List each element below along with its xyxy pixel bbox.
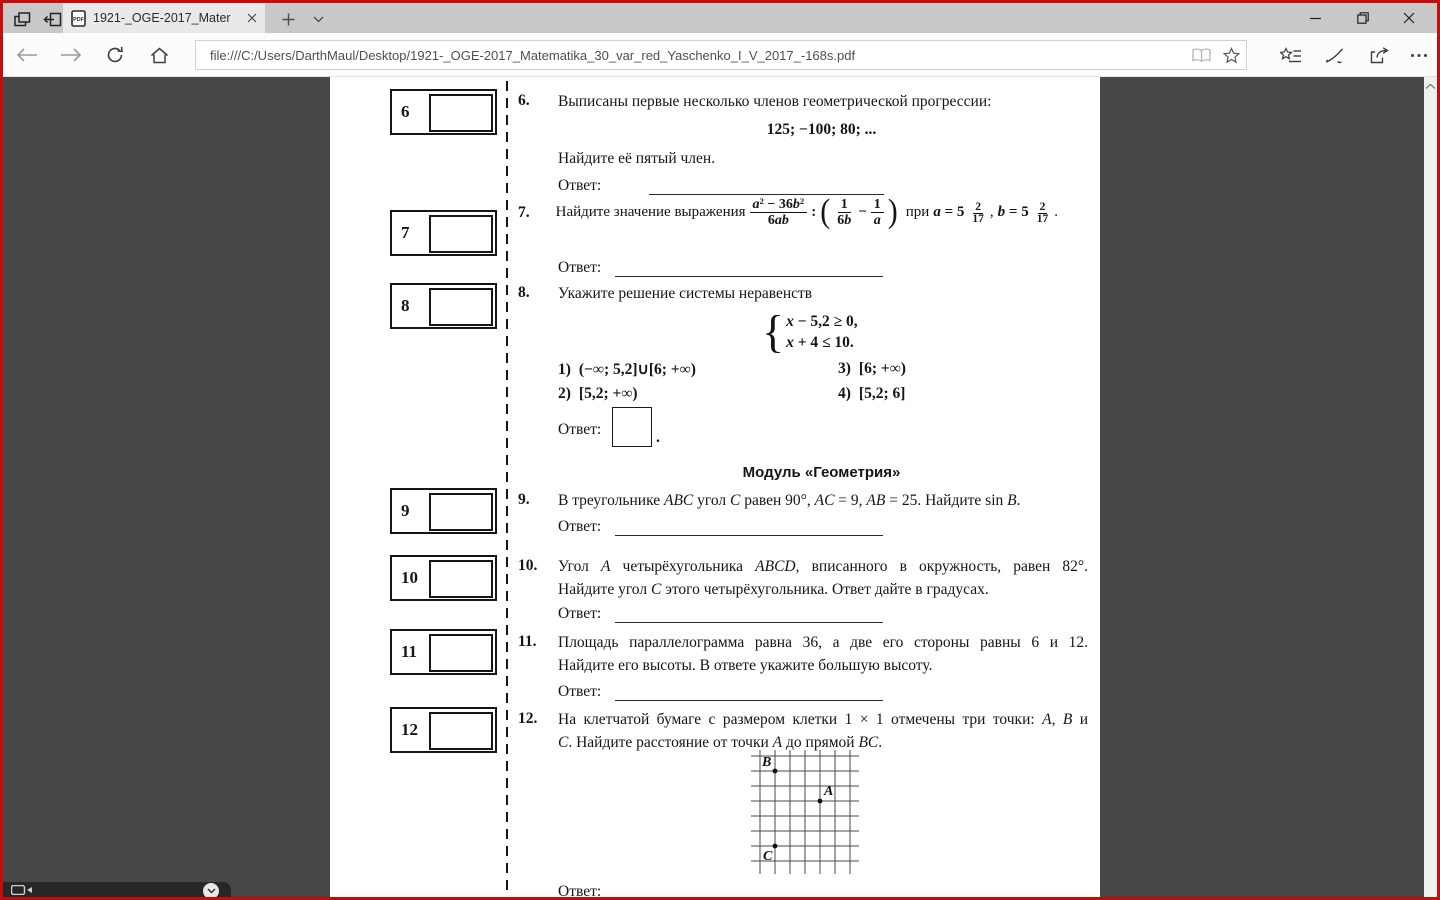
answer-period: . (656, 429, 660, 446)
answer-box-field (429, 94, 493, 132)
pdf-page (330, 77, 1100, 900)
home-button[interactable] (143, 40, 175, 70)
problem-6-number: 6. (518, 92, 530, 109)
answer-label: Ответ: (558, 883, 602, 900)
answer-blank-line (649, 178, 884, 195)
answer-label: Ответ: (558, 177, 602, 194)
plus-icon (282, 13, 295, 26)
problem-7-answer-row (558, 259, 883, 277)
answer-box-10 (390, 555, 497, 601)
point-A (818, 799, 823, 804)
answer-box-12 (390, 707, 497, 753)
chevron-down-icon (313, 16, 324, 23)
answer-square (612, 407, 652, 447)
answer-box-number: 8 (401, 296, 410, 315)
problem-6-sequence: 125; −100; 80; ... (766, 121, 877, 138)
point-C (773, 844, 778, 849)
problem-12-line1: На клетчатой бумаге с размером клетки 1 × 1 отмечены три точки: A, B и (558, 711, 1089, 728)
answer-box-number: 6 (401, 102, 410, 121)
restore-icon (1357, 12, 1369, 24)
home-icon (150, 47, 169, 64)
answer-box-number: 12 (401, 720, 418, 739)
refresh-button[interactable] (99, 40, 131, 70)
problem-10-number: 10. (518, 557, 538, 574)
problem-12-answer-row (558, 883, 883, 900)
answer-blank-line (615, 519, 883, 536)
problem-6-answer-row (558, 177, 884, 195)
problem-10-line1: Угол A четырёхугольника ABCD, вписанного в окружность, равен 82°. (558, 558, 1088, 575)
answer-blank-line (615, 884, 883, 900)
system-brace: { (762, 306, 785, 357)
paren-open: ( (820, 192, 831, 230)
tab-preview-icon (14, 12, 31, 27)
tab-close-button[interactable] (247, 13, 257, 23)
problem-11-line2: Найдите его высоты. В ответе укажите большую высоту. (558, 657, 933, 674)
answer-blank-line (615, 260, 883, 277)
problem-12-line2: C. Найдите расстояние от точки A до прямой BC. (558, 734, 883, 751)
answer-label: Ответ: (558, 683, 602, 700)
answer-box-number: 7 (401, 223, 410, 242)
fraction: $a^2 - 36b^2$ 6ab (750, 197, 808, 229)
at-word: при (905, 204, 930, 221)
pdf-viewer (3, 77, 1437, 900)
problem-7-lead: Найдите значение выражения (555, 204, 746, 221)
problem-6-line2: Найдите её пятый член. (558, 150, 716, 167)
refresh-icon (105, 45, 125, 65)
favorites-list-icon (1280, 47, 1302, 64)
label-C: C (763, 849, 773, 864)
problem-10-line2: Найдите угол C этого четырёхугольника. Ответ дайте в градусах. (558, 581, 989, 598)
problem-12-number: 12. (518, 710, 538, 727)
fraction: 1 6b (837, 197, 852, 229)
answer-box-field (429, 493, 493, 531)
answer-label: Ответ: (558, 605, 602, 622)
point-B (773, 769, 778, 774)
answer-box-number: 11 (401, 642, 418, 661)
tab-list-chevron-button[interactable] (305, 8, 331, 30)
close-window-button[interactable] (1387, 3, 1431, 33)
popup-dismiss-button[interactable] (203, 883, 219, 899)
problem-10-answer-row (558, 605, 883, 623)
forward-arrow-icon (59, 47, 83, 63)
problem-9-line: В треугольнике ABC угол C равен 90°, AC = 9, AB = 25. Найдите sin B. (558, 492, 1021, 509)
answer-box-field (429, 712, 493, 750)
problem-11-line1: Площадь параллелограмма равна 36, а две его стороны равны 6 и 12. (558, 634, 1088, 651)
share-button[interactable] (1363, 40, 1395, 70)
forward-button[interactable] (55, 40, 87, 70)
option-3: 3) [6; +∞) (838, 360, 906, 377)
mixed-fraction: 2 17 (972, 200, 984, 226)
problem-7-row (518, 192, 1058, 230)
answer-label: Ответ: (558, 518, 602, 535)
problem-12-grid-figure (750, 750, 860, 874)
b-value: b = 5 (997, 204, 1029, 221)
answer-box-7 (390, 210, 497, 256)
set-tabs-aside-icon (43, 12, 62, 27)
tab-strip (3, 3, 1437, 33)
label-A: A (824, 784, 834, 799)
answer-box-11 (390, 629, 497, 675)
module-header: Модуль «Геометрия» (742, 464, 901, 481)
reading-view-button[interactable] (1186, 41, 1216, 69)
system-line-2: x + 4 ≤ 10. (786, 333, 854, 351)
settings-menu-button[interactable] (1403, 40, 1435, 70)
address-bar[interactable] (195, 40, 1247, 70)
minus-sign: − (858, 204, 867, 221)
book-icon (1191, 48, 1212, 63)
problem-9-answer-row (558, 518, 883, 536)
pdf-file-icon (71, 10, 86, 27)
tab-title: 1921-_OGE-2017_Mater (93, 11, 231, 25)
back-button[interactable] (11, 40, 43, 70)
url-input[interactable] (196, 48, 1186, 63)
back-arrow-icon (15, 47, 39, 63)
answer-box-9 (390, 488, 497, 534)
new-tab-button[interactable] (275, 8, 301, 30)
problem-11-number: 11. (518, 633, 537, 650)
minimize-icon (1310, 13, 1321, 24)
cut-line-dashed (506, 81, 508, 893)
star-icon (1223, 47, 1240, 64)
option-4: 4) [5,2; 6] (838, 385, 906, 402)
answer-box-8 (390, 283, 497, 329)
period: . (1054, 204, 1058, 221)
minimize-button[interactable] (1293, 3, 1337, 33)
answer-box-field (429, 215, 493, 253)
annotate-button[interactable] (1318, 40, 1350, 70)
fraction: $\frac{1}{a}$ (871, 197, 884, 229)
comma: , (989, 204, 994, 221)
problem-6-line1: Выписаны первые несколько членов геометрической прогрессии: (558, 93, 992, 110)
mixed-fraction: 2 17 (1036, 200, 1049, 226)
option-1: 1) (−∞; 5,2]∪[6; +∞) (558, 361, 696, 378)
colon: : (811, 204, 817, 221)
ellipsis-icon (1410, 53, 1428, 58)
system-line-1: x − 5,2 ≥ 0, (786, 312, 858, 330)
close-icon (1403, 12, 1415, 24)
problem-8-answer-label: Ответ: (558, 421, 602, 438)
answer-box-number: 9 (401, 501, 410, 520)
add-favorite-button[interactable] (1216, 41, 1246, 69)
hub-button[interactable] (1275, 40, 1307, 70)
label-B: B (762, 755, 772, 770)
answer-label: Ответ: (558, 259, 602, 276)
problem-11-answer-row (558, 683, 883, 701)
bottom-toast (3, 882, 231, 897)
problem-8-line1: Укажите решение системы неравенств (558, 285, 813, 302)
answer-box-field (429, 634, 493, 672)
pen-icon (1324, 47, 1345, 64)
popup-icon (11, 885, 33, 895)
answer-box-number: 10 (401, 568, 418, 587)
svg-text:PDF: PDF (73, 16, 84, 23)
problem-7-number: 7. (518, 203, 530, 221)
answer-box-6 (390, 89, 497, 135)
problem-8-number: 8. (518, 284, 530, 301)
answer-blank-line (615, 684, 883, 701)
navigation-toolbar (3, 33, 1437, 77)
scrollbar[interactable] (1424, 77, 1437, 897)
answer-box-field (429, 288, 493, 326)
set-tabs-aside-button[interactable] (39, 8, 65, 30)
problem-8-system (762, 306, 858, 357)
answer-box-field (429, 560, 493, 598)
active-tab[interactable] (63, 3, 265, 33)
tab-preview-toggle[interactable] (9, 8, 35, 30)
scroll-up-icon[interactable] (1425, 83, 1436, 90)
option-2: 2) [5,2; +∞) (558, 385, 638, 402)
share-icon (1369, 47, 1390, 64)
answer-blank-line (615, 606, 883, 623)
paren-close: ) (887, 192, 898, 230)
problem-9-number: 9. (518, 491, 530, 508)
restore-button[interactable] (1341, 3, 1385, 33)
a-value: a = 5 (933, 204, 965, 221)
